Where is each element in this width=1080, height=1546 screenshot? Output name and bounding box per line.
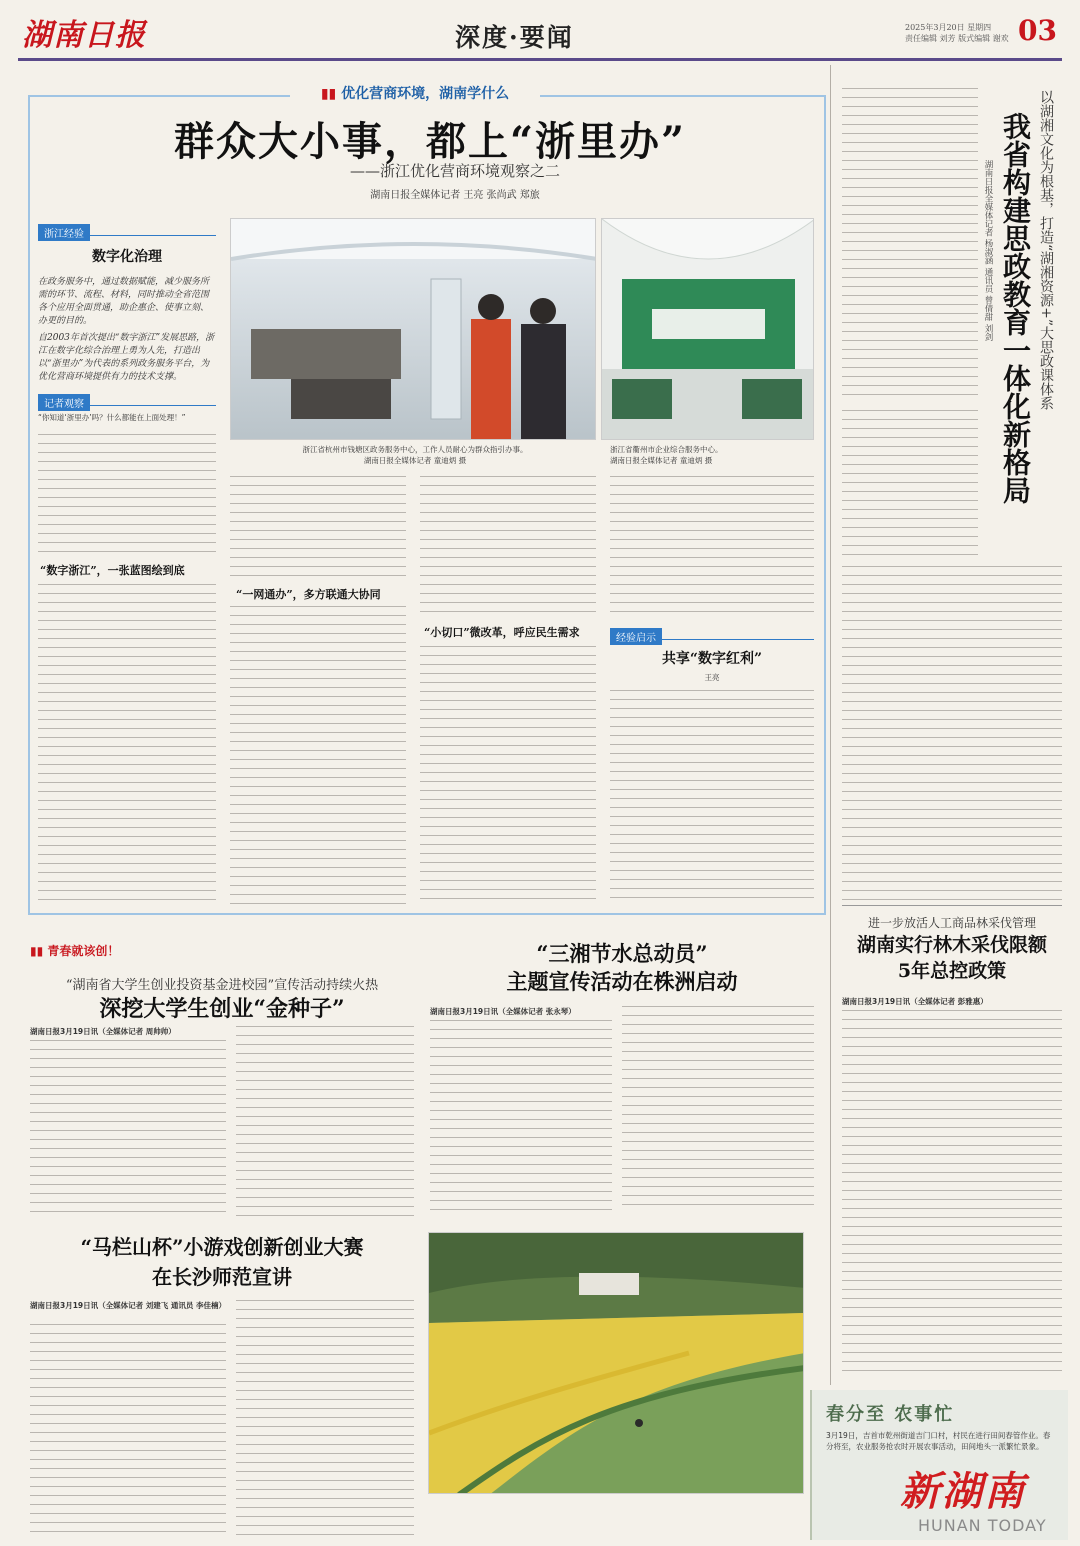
photo-service-center xyxy=(230,218,596,440)
zhejiang-box-title: 数字化治理 xyxy=(92,249,162,265)
article-text-col1b xyxy=(38,584,216,904)
forest-dateline: 湖南日报3月19日讯（全媒体记者 彭雅惠） xyxy=(842,997,988,1006)
side-headline: 我省构建思政教育一体化新格局 xyxy=(999,112,1032,504)
photo-service-center-image xyxy=(231,219,596,440)
issue-editors: 责任编辑 刘芳 版式编辑 谢欢 xyxy=(905,34,1009,43)
water-dateline: 湖南日报3月19日讯（全媒体记者 张永琴） xyxy=(430,1007,576,1016)
column-divider xyxy=(830,65,831,1385)
brand-english: HUNAN TODAY xyxy=(918,1516,1047,1535)
observer-box xyxy=(38,392,216,423)
article-text-col3a xyxy=(420,476,596,614)
youth-text-col1 xyxy=(30,1040,226,1216)
zhejiang-tag: 浙江经验 xyxy=(38,224,90,241)
photo-enterprise-center-image xyxy=(602,219,814,440)
water-headline xyxy=(430,940,814,996)
side-article-text-c xyxy=(842,566,1062,906)
youth-mark-icon: ▮▮ xyxy=(30,944,48,958)
game-dateline: 湖南日报3月19日讯（全媒体记者 刘建飞 通讯员 李佳楠） xyxy=(30,1301,226,1310)
spring-caption: 3月19日，吉首市乾州街道吉门口村，村民在进行田间春管作业。春分将至，农业服务抢农时开展农事活动，田间地头一派繁忙景象。 xyxy=(826,1431,1051,1451)
side-article-text-a xyxy=(842,88,978,400)
section-title: 深度·要闻 xyxy=(455,23,574,52)
series-banner xyxy=(290,82,540,106)
side-byline: 湖南日报全媒体记者 杨淑涵 通讯员 曾倩甜 刘剑 xyxy=(983,160,993,341)
youth-headline: 深挖大学生创业“金种子” xyxy=(99,996,345,1022)
issue-date: 2025年3月20日 星期四 xyxy=(905,23,992,32)
zhejiang-lead-2: 自2003年首次提出“数字浙江”发展思路，浙江在数字化综合治理上勇为人先，打造出以“浙里办”为代表的系列政务服务平台，为优化营商环境提供有力的技术支撑。 xyxy=(38,333,215,382)
youth-dateline: 湖南日报3月19日讯（全媒体记者 周帅帅） xyxy=(30,1027,176,1036)
masthead-rule xyxy=(18,58,1062,61)
side-article-text-b xyxy=(842,410,978,560)
game-text-col2 xyxy=(236,1300,414,1538)
photo2-credit: 湖南日报全媒体记者 童迪炳 摄 xyxy=(610,456,713,465)
photo2-caption-text: 浙江省衢州市企业综合服务中心。 xyxy=(610,445,723,454)
youth-banner-label: 青春就该创！ xyxy=(47,944,120,958)
inspiration-author: 王亮 xyxy=(704,673,720,682)
youth-kicker: “湖南省大学生创业投资基金进校园”宣传活动持续火热 xyxy=(65,978,379,993)
forest-headline-line1: 湖南实行林木采伐限额 xyxy=(856,934,1047,956)
game-text-col1 xyxy=(30,1324,226,1538)
subhead-small-cut: “小切口”微改革，呼应民生需求 xyxy=(424,626,580,639)
game-headline-line2: 在长沙师范宣讲 xyxy=(152,1265,292,1289)
article-text-col2b xyxy=(230,606,406,904)
water-text-col1 xyxy=(430,1020,612,1210)
series-mark-icon: ▮▮ xyxy=(320,86,342,102)
forest-article-text xyxy=(842,1010,1062,1378)
water-headline-line2: 主题宣传活动在株洲启动 xyxy=(506,969,738,994)
article-text-col1a xyxy=(38,434,216,554)
subhead-digital-zhejiang: “数字浙江”，一张蓝图绘到底 xyxy=(40,564,185,577)
water-headline-line1: “三湘节水总动员” xyxy=(536,941,708,966)
game-headline-line1: “马栏山杯”小游戏创新创业大赛 xyxy=(80,1235,364,1259)
issue-meta xyxy=(905,22,1015,44)
forest-kicker: 进一步放活人工商品林采伐管理 xyxy=(867,916,1036,930)
zhejiang-experience-box xyxy=(38,222,216,384)
article-text-col4a xyxy=(610,476,814,616)
forest-headline xyxy=(842,932,1062,984)
youth-text-col2 xyxy=(236,1026,414,1216)
feature-subtitle: ——浙江优化营商环境观察之二 xyxy=(349,162,560,180)
observer-intro: “你知道‘浙里办’吗？什么都能在上面处理！” xyxy=(38,413,186,422)
water-text-col2 xyxy=(622,1006,814,1210)
newspaper-logo: 湖南日报 xyxy=(22,18,146,53)
photo1-caption xyxy=(240,444,590,466)
inspiration-box xyxy=(610,626,814,683)
inspiration-tag: 经验启示 xyxy=(610,628,662,645)
game-headline xyxy=(30,1232,414,1292)
series-label: 优化营商环境，湖南学什么 xyxy=(341,86,510,102)
inspiration-title: 共享“数字红利” xyxy=(661,651,763,667)
photo2-caption xyxy=(610,444,810,466)
photo-rapeseed-field xyxy=(428,1232,804,1494)
feature-headline: 群众大小事，都上“浙里办” xyxy=(173,118,686,165)
article-text-col4b xyxy=(610,690,814,904)
zhejiang-lead-1: 在政务服务中，通过数据赋能，减少服务所需的环节、流程、材料，同时推动全省范围各个应用全面贯通，助企惠企、使事立刻、办更的目的。 xyxy=(38,277,210,326)
photo-rapeseed-field-image xyxy=(429,1233,804,1494)
forest-headline-line2: 5年总控政策 xyxy=(897,960,1007,982)
side-kicker: 以湖湘文化为根基，打造“湖湘资源+”大思政课体系 xyxy=(1038,90,1054,411)
youth-banner xyxy=(30,942,119,959)
subhead-one-network: “一网通办”，多方联通大协同 xyxy=(236,588,381,601)
article-text-col2a xyxy=(230,476,406,576)
photo-enterprise-center xyxy=(601,218,814,440)
brand-logo: 新湖南 xyxy=(900,1468,1026,1515)
page-number: 03 xyxy=(1018,14,1057,47)
forest-divider xyxy=(842,905,1062,906)
photo1-caption-text: 浙江省杭州市钱塘区政务服务中心，工作人员耐心为群众指引办事。 xyxy=(302,445,528,454)
article-text-col3b xyxy=(420,646,596,904)
feature-byline: 湖南日报全媒体记者 王亮 张尚武 郑旅 xyxy=(370,190,540,201)
observer-tag: 记者观察 xyxy=(38,394,90,411)
photo1-credit: 湖南日报全媒体记者 童迪炳 摄 xyxy=(363,456,467,465)
spring-title: 春分至 农事忙 xyxy=(826,1404,955,1425)
